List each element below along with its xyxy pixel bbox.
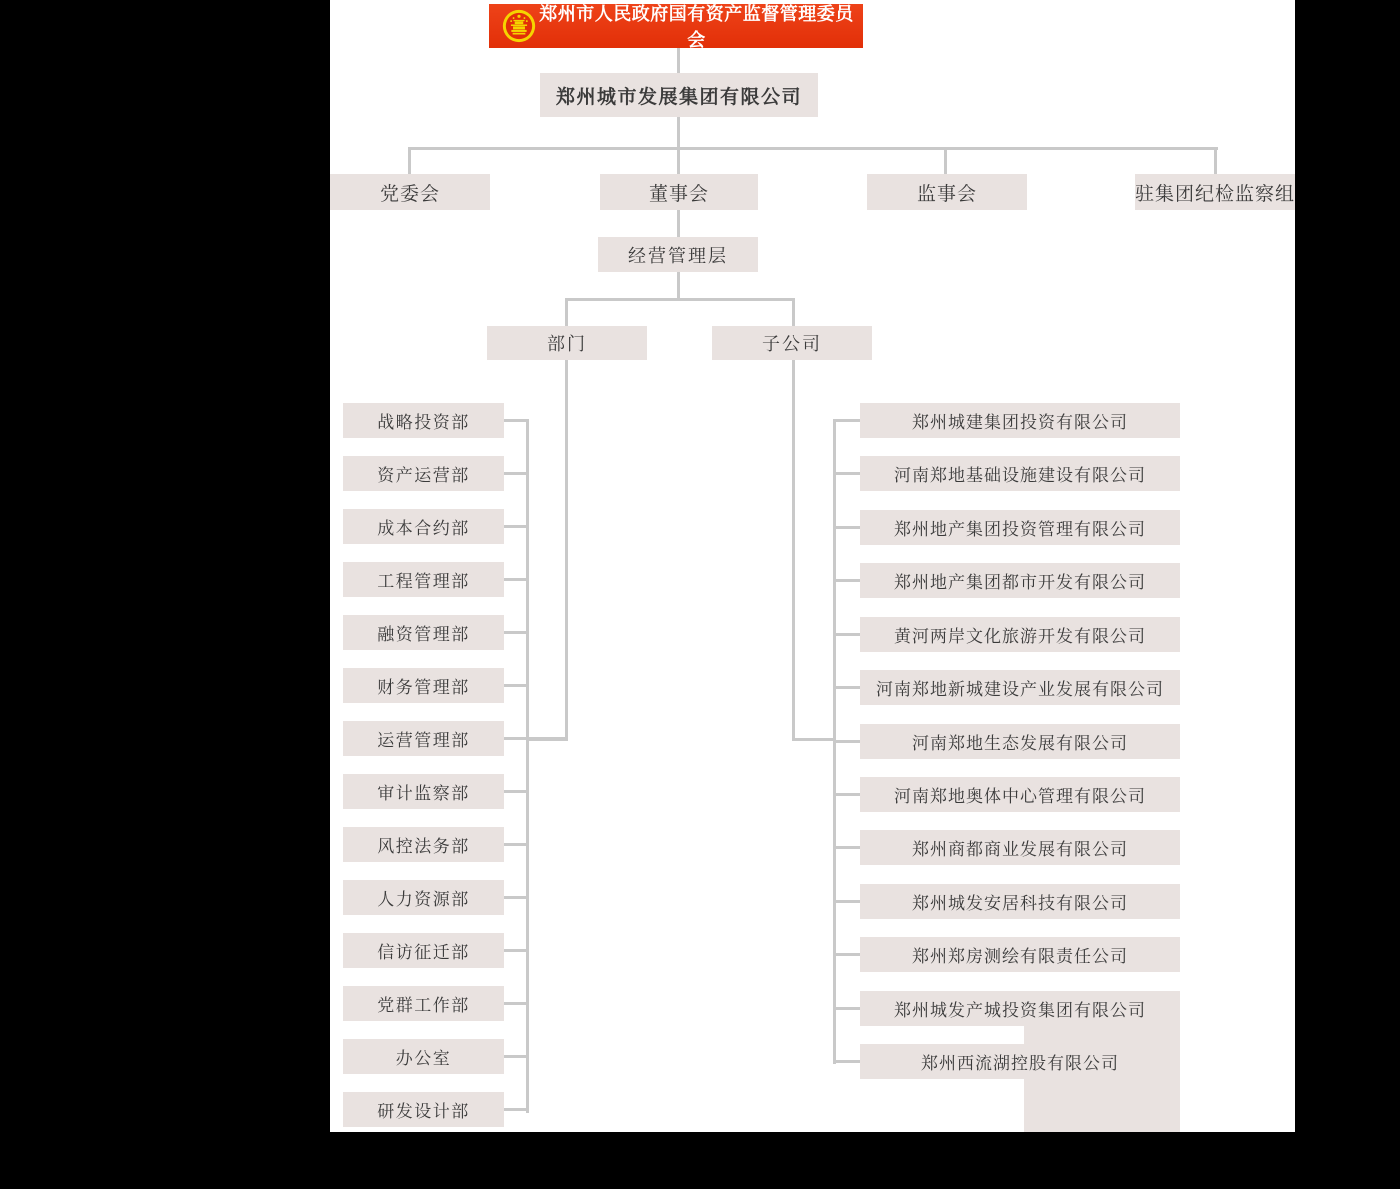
dept-box: 风控法务部 (343, 827, 504, 862)
subsidiary-box: 郑州城发安居科技有限公司 (860, 884, 1180, 919)
connector-dept-stub (503, 737, 568, 740)
connector-governance-rail (408, 147, 1218, 150)
connector-dept-stub (503, 843, 529, 846)
management-layer-label: 经营管理层 (628, 245, 728, 266)
root-org-label: 郑州市人民政府国有资产监督管理委员会 (539, 4, 854, 50)
connector-dept-stub (503, 1002, 529, 1005)
connector-departments-spine (526, 419, 529, 1113)
subsidiary-box: 河南郑地新城建设产业发展有限公司 (860, 670, 1180, 705)
connector-drop-departments (565, 298, 568, 326)
dept-box: 办公室 (343, 1039, 504, 1074)
connector-subsidiary-stub (834, 472, 860, 475)
connector-drop-subsidiaries (792, 298, 795, 326)
connector-dept-stub (503, 790, 529, 793)
departments-header-label: 部门 (547, 334, 587, 354)
connector-dept-stub (503, 896, 529, 899)
connector-dept-stub (503, 949, 529, 952)
dept-box: 研发设计部 (343, 1092, 504, 1127)
connector-subsidiary-stub (834, 419, 860, 422)
discipline-inspection-box (1135, 174, 1295, 210)
connector-dept-stub (503, 684, 529, 687)
dept-box: 人力资源部 (343, 880, 504, 915)
subsidiary-box: 郑州地产集团都市开发有限公司 (860, 563, 1180, 598)
national-emblem-icon (502, 9, 536, 43)
dept-box: 党群工作部 (343, 986, 504, 1021)
connector-dept-stub (503, 525, 529, 528)
connector-subsidiary-stub (834, 900, 860, 903)
subsidiaries-header-label: 子公司 (762, 334, 822, 354)
connector-subsidiary-stub (834, 793, 860, 796)
dept-box: 工程管理部 (343, 562, 504, 597)
dept-box: 财务管理部 (343, 668, 504, 703)
dept-box: 融资管理部 (343, 615, 504, 650)
connector-dept-stub (503, 419, 529, 422)
dept-box: 战略投资部 (343, 403, 504, 438)
connector-branch-rail (565, 298, 795, 301)
connector-subsidiary-stub (834, 633, 860, 636)
subsidiaries-header-box (712, 326, 872, 360)
connector-group-to-row (677, 117, 680, 174)
connector-subsidiary-stub (834, 1007, 860, 1010)
subsidiary-box: 河南郑地生态发展有限公司 (860, 724, 1180, 759)
supervisory-board-box (867, 174, 1027, 210)
subsidiary-box: 郑州地产集团投资管理有限公司 (860, 510, 1180, 545)
connector-subsidiary-stub (834, 1060, 860, 1063)
dept-box: 信访征迁部 (343, 933, 504, 968)
connector-dept-stub (503, 631, 529, 634)
board-of-directors-label: 董事会 (648, 183, 709, 205)
connector-drop-party (408, 147, 411, 174)
management-layer-box (598, 237, 758, 272)
connector-departments-trunk (565, 360, 568, 740)
board-of-directors-box (600, 174, 758, 210)
group-company-box (540, 73, 818, 117)
subsidiary-box: 黄河两岸文化旅游开发有限公司 (860, 617, 1180, 652)
dept-box: 审计监察部 (343, 774, 504, 809)
connector-subsidiaries-joint (792, 738, 835, 741)
dept-box: 资产运营部 (343, 456, 504, 491)
connector-subsidiary-stub (834, 953, 860, 956)
group-company-label: 郑州城市发展集团有限公司 (555, 86, 802, 108)
party-committee-label: 党委会 (379, 183, 440, 205)
discipline-inspection-label: 驻集团纪检监察组 (1135, 183, 1296, 205)
root-org-box (489, 4, 863, 48)
connector-subsidiary-stub (834, 526, 860, 529)
connector-dept-stub (503, 1108, 529, 1111)
supervisory-board-label: 监事会 (916, 183, 977, 205)
connector-subsidiary-stub (834, 846, 860, 849)
connector-drop-discipline (1214, 147, 1217, 174)
subsidiary-box: 郑州城发产城投资集团有限公司 (860, 991, 1180, 1026)
subsidiary-box: 郑州郑房测绘有限责任公司 (860, 937, 1180, 972)
subsidiary-box: 郑州西流湖控股有限公司 (860, 1044, 1180, 1079)
connector-dept-stub (503, 1055, 529, 1058)
dept-box: 运营管理部 (343, 721, 504, 756)
connector-subsidiary-stub (834, 579, 860, 582)
subsidiary-box: 郑州商都商业发展有限公司 (860, 830, 1180, 865)
dept-box: 成本合约部 (343, 509, 504, 544)
connector-subsidiary-stub (834, 686, 860, 689)
party-committee-box (330, 174, 490, 210)
subsidiary-box: 郑州城建集团投资有限公司 (860, 403, 1180, 438)
connector-dept-stub (503, 472, 529, 475)
connector-dept-stub (503, 578, 529, 581)
connector-board-to-management (677, 210, 680, 237)
subsidiary-box: 河南郑地基础设施建设有限公司 (860, 456, 1180, 491)
connector-subsidiaries-trunk (792, 360, 795, 740)
connector-subsidiary-stub (834, 740, 860, 743)
subsidiary-box: 河南郑地奥体中心管理有限公司 (860, 777, 1180, 812)
connector-drop-supervisory (944, 147, 947, 174)
connector-management-down (677, 272, 680, 298)
departments-header-box (487, 326, 647, 360)
